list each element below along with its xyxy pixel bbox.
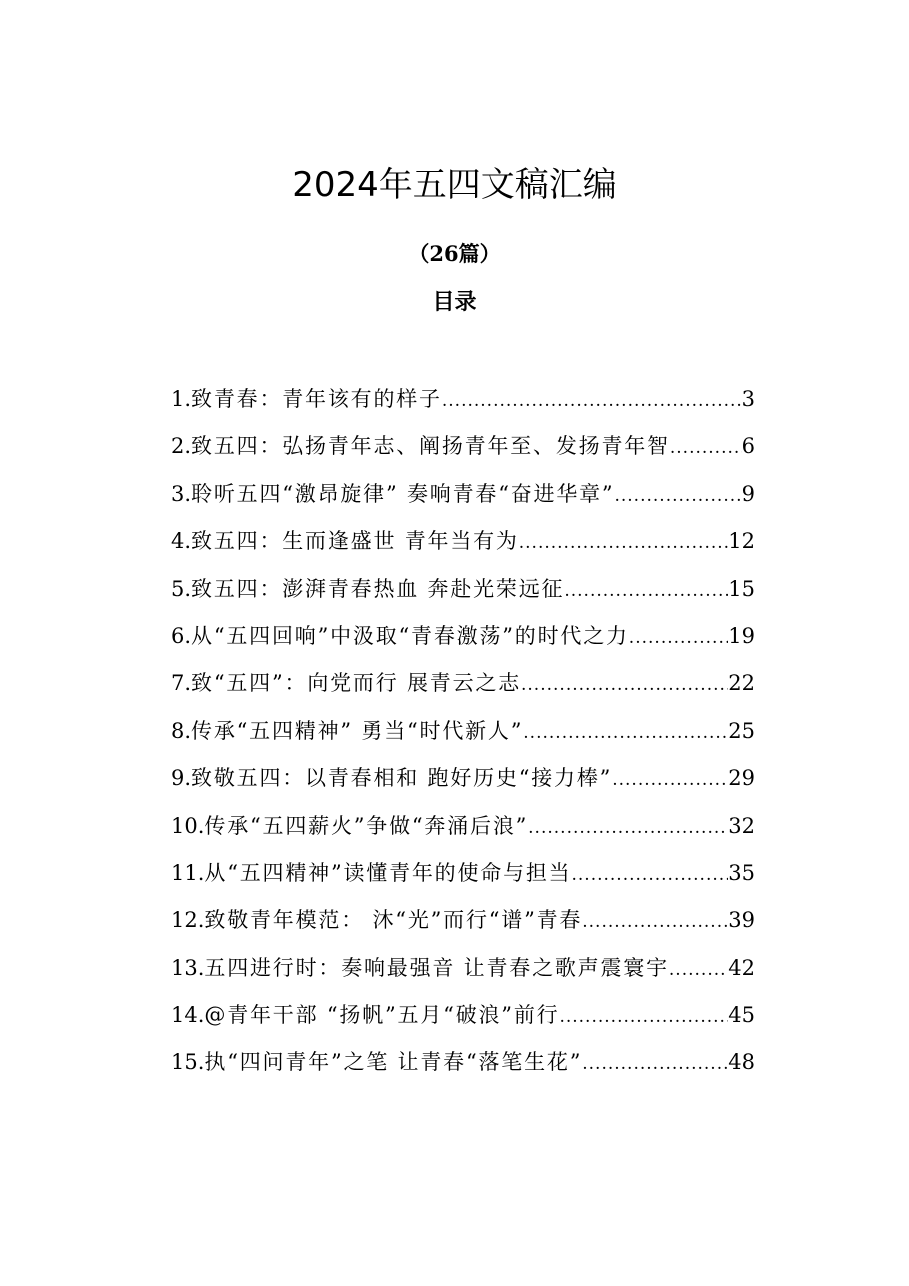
toc-entry-page: 9 [741,481,755,506]
toc-entry-title: 致五四：澎湃青春热血 奔赴光荣远征 [191,576,565,601]
document-subtitle: （26篇） [408,241,501,266]
toc-entry-title: 执“四问青年”之笔 让青春“落笔生花” [204,1050,583,1075]
toc-entry-4[interactable] [171,523,755,570]
toc-entry-title: 致青春：青年该有的样子 [191,387,442,411]
toc-entry-page: 39 [728,908,755,933]
toc-entry-page: 29 [728,766,755,791]
toc-entry-title: @青年干部 “扬帆”五月“破浪”前行 [204,1003,560,1028]
toc-entry-title: 致敬青年模范： 沐“光”而行“谱”青春 [204,908,583,933]
toc-dot-leader [582,1046,728,1082]
toc-entry-number: 4. [171,529,192,554]
toc-entry-page: 42 [728,955,755,980]
toc-dot-leader [629,620,728,656]
toc-entry-2[interactable] [171,428,755,475]
toc-entry-6[interactable] [171,618,755,665]
toc-entry-number: 11. [171,860,205,885]
toc-dot-leader [564,573,728,609]
toc-entry-12[interactable] [171,902,755,949]
toc-dot-leader [669,952,728,988]
toc-heading: 目录 [432,289,477,315]
toc-entry-14[interactable] [171,997,755,1044]
toc-entry-page: 15 [728,576,755,601]
toc-entry-number: 13. [171,955,205,980]
toc-dot-leader [571,857,728,893]
toc-entry-page: 12 [728,529,755,554]
toc-dot-leader [559,999,728,1035]
toc-dot-leader [521,667,728,703]
toc-entry-10[interactable] [171,808,755,855]
toc-entry-page: 3 [741,387,755,411]
toc-dot-leader [582,904,728,940]
toc-entry-3[interactable] [171,476,755,523]
toc-entry-number: 12. [171,908,205,933]
toc-entry-page: 48 [728,1050,755,1075]
toc-entry-title: 致“五四”：向党而行 展青云之志 [191,671,521,696]
toc-dot-leader [519,525,729,561]
toc-entry-number: 7. [171,671,192,696]
toc-entry-5[interactable] [171,571,755,618]
toc-entry-title: 致五四：生而逢盛世 青年当有为 [191,529,519,554]
toc-entry-page: 22 [728,671,755,696]
toc-entry-page: 35 [728,860,755,885]
toc-entry-7[interactable] [171,665,755,712]
toc-entry-number: 10. [171,813,205,838]
toc-entry-9[interactable] [171,760,755,807]
toc-entry-number: 5. [171,576,192,601]
toc-entry-8[interactable] [171,713,755,760]
toc-dot-leader [523,715,728,751]
toc-dot-leader [612,762,728,798]
toc-entry-11[interactable] [171,855,755,902]
toc-entry-number: 14. [171,1003,205,1028]
toc-entry-page: 25 [728,718,755,743]
toc-entry-15[interactable] [171,1044,755,1091]
toc-entry-13[interactable] [171,950,755,997]
toc-entry-title: 从“五四回响”中汲取“青春激荡”的时代之力 [191,623,629,648]
toc-entry-title: 传承“五四精神” 勇当“时代新人” [191,718,524,743]
toc-dot-leader [670,430,742,466]
toc-entry-page: 6 [741,434,755,459]
toc-entry-title: 传承“五四薪火”争做“奔涌后浪” [204,813,529,838]
toc-dot-leader [528,810,728,846]
toc-entry-number: 8. [171,718,192,743]
toc-entry-number: 15. [171,1050,205,1075]
toc-entry-title: 致敬五四：以青春相和 跑好历史“接力棒” [191,766,613,791]
toc-entry-number: 9. [171,766,192,791]
toc-entry-number: 1. [171,387,192,411]
toc-dot-leader [614,478,741,514]
toc-entry-number: 3. [171,481,192,506]
toc-entry-page: 45 [728,1003,755,1028]
toc-entry-title: 从“五四精神”读懂青年的使命与担当 [204,860,572,885]
toc-entry-page: 32 [728,813,755,838]
toc-entry-title: 致五四：弘扬青年志、阐扬青年至、发扬青年智 [191,434,670,459]
toc-entry-number: 2. [171,434,192,459]
toc-entry-1[interactable] [171,381,755,428]
toc-entry-number: 6. [171,623,192,648]
toc-entry-page: 19 [728,623,755,648]
toc-entry-title: 聆听五四“激昂旋律” 奏响青春“奋进华章” [191,481,615,506]
toc-entry-title: 五四进行时：奏响最强音 让青春之歌声震寰宇 [204,955,669,980]
document-title: 2024年五四文稿汇编 [292,165,617,205]
table-of-contents [171,381,755,1092]
toc-dot-leader [442,383,742,419]
